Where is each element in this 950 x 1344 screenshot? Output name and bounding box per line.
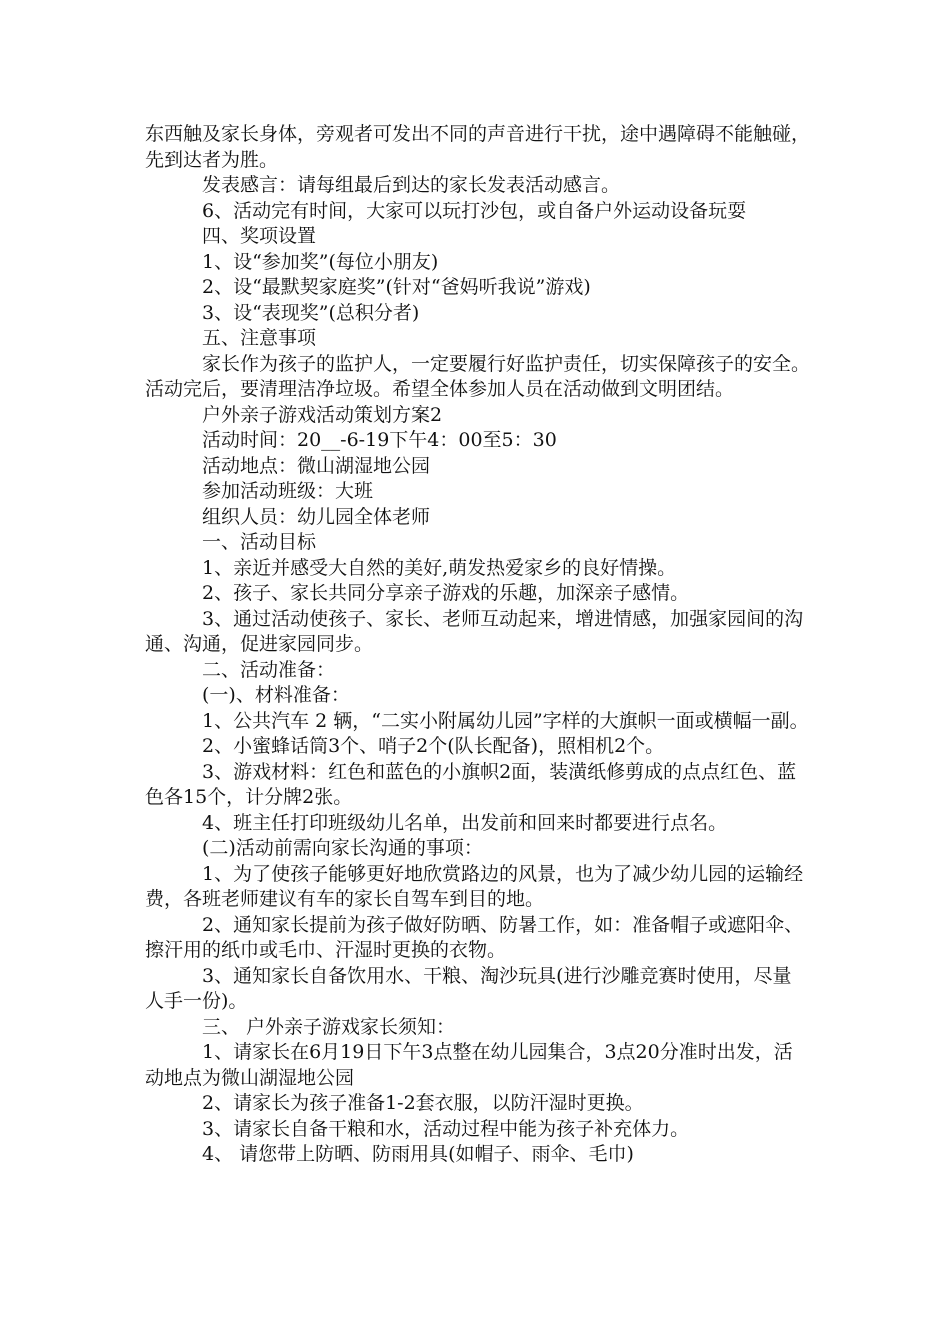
document-paragraph: 3、游戏材料：红色和蓝色的小旗帜2面，装潢纸修剪成的点点红色、蓝色各15个，计分牌2张。 bbox=[145, 760, 797, 808]
document-paragraph: 1、设“参加奖”(每位小朋友) bbox=[202, 250, 439, 273]
document-paragraph: 4、班主任打印班级幼儿名单，出发前和回来时都要进行点名。 bbox=[202, 811, 728, 834]
document-paragraph: 发表感言：请每组最后到达的家长发表活动感言。 bbox=[202, 174, 621, 196]
document-paragraph: 3、通过活动使孩子、家长、老师互动起来，增进情感，加强家园间的沟通、沟通，促进家园同步。 bbox=[145, 607, 804, 655]
document-paragraph: 组织人员：幼儿园全体老师 bbox=[202, 505, 431, 528]
document-paragraph: 1、为了使孩子能够更好地欣赏路边的风景，也为了减少幼儿园的运输经费，各班老师建议有车的家长自驾车到目的地。 bbox=[145, 862, 804, 910]
document-paragraph: (一)、材料准备： bbox=[202, 684, 350, 706]
document-paragraph: 3、请家长自备干粮和水，活动过程中能为孩子补充体力。 bbox=[202, 1117, 690, 1140]
document-paragraph: 2、孩子、家长共同分享亲子游戏的乐趣，加深亲子感情。 bbox=[202, 582, 690, 604]
document-page bbox=[145, 122, 810, 1168]
document-paragraph: 活动时间：20__-6-19下午4：00至5：30 bbox=[202, 429, 557, 451]
document-paragraph: 五、注意事项 bbox=[202, 327, 317, 349]
document-paragraph: 参加活动班级：大班 bbox=[202, 480, 374, 502]
document-paragraph: 6、活动完有时间，大家可以玩打沙包，或自备户外运动设备玩耍 bbox=[202, 199, 747, 222]
document-paragraph: 东西触及家长身体，旁观者可发出不同的声音进行干扰，途中遇障碍不能触碰，先到达者为胜。 bbox=[145, 123, 811, 171]
document-paragraph: 二、活动准备： bbox=[202, 658, 336, 681]
document-paragraph: 活动地点：微山湖湿地公园 bbox=[202, 454, 431, 477]
document-paragraph: 2、小蜜蜂话筒3个、哨子2个(队长配备)，照相机2个。 bbox=[202, 735, 665, 757]
document-paragraph: 2、设“最默契家庭奖”(针对“爸妈听我说”游戏) bbox=[202, 276, 591, 298]
document-paragraph: 1、请家长在6月19日下午3点整在幼儿园集合，3点20分准时出发，活动地点为微山湖湿地公园 bbox=[145, 1041, 793, 1089]
document-paragraph: 三、 户外亲子游戏家长须知： bbox=[202, 1015, 456, 1038]
document-paragraph: 2、通知家长提前为孩子做好防晒、防暑工作，如：准备帽子或遮阳伞、擦汗用的纸巾或毛巾、汗湿时更换的衣物。 bbox=[145, 913, 804, 961]
document-paragraph: 3、设“表现奖”(总积分者) bbox=[202, 301, 420, 324]
document-paragraph: 1、公共汽车 2 辆，“二实小附属幼儿园”字样的大旗帜一面或横幅一副。 bbox=[202, 709, 809, 732]
document-paragraph: 1、亲近并感受大自然的美好,萌发热爱家乡的良好情操。 bbox=[202, 556, 677, 579]
document-paragraph: 2、请家长为孩子准备1-2套衣服，以防汗湿时更换。 bbox=[202, 1092, 644, 1114]
document-paragraph: 一、活动目标 bbox=[202, 531, 317, 553]
document-paragraph: 3、通知家长自备饮用水、干粮、淘沙玩具(进行沙雕竞赛时使用，尽量人手一份)。 bbox=[145, 964, 792, 1012]
document-paragraph: 4、 请您带上防晒、防雨用具(如帽子、雨伞、毛巾) bbox=[202, 1143, 634, 1165]
document-paragraph: 家长作为孩子的监护人，一定要履行好监护责任，切实保障孩子的安全。活动完后，要清理洁净垃圾。希望全体参加人员在活动做到文明团结。 bbox=[145, 352, 811, 400]
document-paragraph: 四、奖项设置 bbox=[202, 225, 317, 247]
document-paragraph: (二)活动前需向家长沟通的事项： bbox=[202, 837, 483, 859]
document-paragraph: 户外亲子游戏活动策划方案2 bbox=[202, 403, 443, 426]
